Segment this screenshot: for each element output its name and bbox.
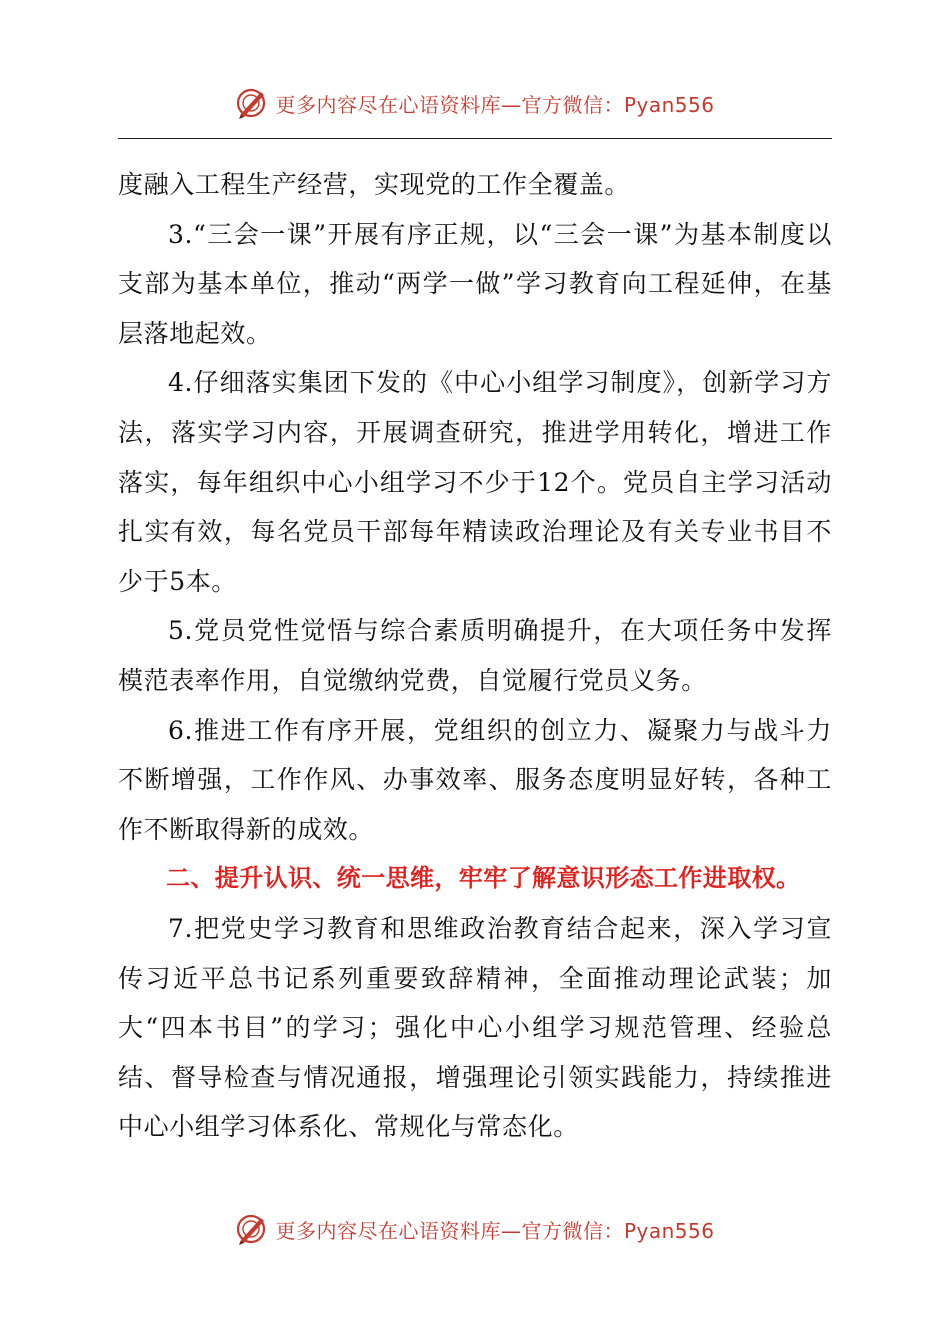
paragraph-continuation: 度融入工程生产经营，实现党的工作全覆盖。 (118, 170, 631, 199)
paragraph-4: 4.仔细落实集团下发的《中心小组学习制度》，创新学习方法，落实学习内容，开展调查研究，推进学用转化，增进工作落实，每年组织中心小组学习不少于12个。党员自主学习活动扎实有效，每名党员干部每年精读政治理论及有关专业书目不少于5本。 (118, 368, 832, 596)
pen-circle-logo-icon (235, 1212, 269, 1246)
footer-watermark (0, 1209, 950, 1249)
paragraph-3: 3.“三会一课”开展有序正规，以“三会一课”为基本制度以支部为基本单位，推动“两学一做”学习教育向工程延伸，在基层落地起效。 (118, 219, 832, 348)
header-watermark (0, 83, 950, 123)
paragraph-7: 7.把党史学习教育和思维政治教育结合起来，深入学习宣传习近平总书记系列重要致辞精神，全面推动理论武装；加大“四本书目”的学习；强化中心小组学习规范管理、经验总结、督导检查与情况通报，增强理论引领实践能力，持续推进中心小组学习体系化、常规化与常态化。 (118, 913, 832, 1142)
paragraph-6: 6.推进工作有序开展，党组织的创立力、凝聚力与战斗力不断增强，工作作风、办事效率、服务态度明显好转，各种工作不断取得新的成效。 (118, 715, 832, 844)
paragraph-5: 5.党员党性觉悟与综合素质明确提升，在大项任务中发挥模范表率作用，自觉缴纳党费，自觉履行党员义务。 (118, 616, 832, 695)
document-body (118, 160, 832, 1152)
section-heading-2: 二、提升认识、统一思维，牢牢了解意识形态工作进取权。 (166, 864, 801, 893)
footer-watermark-text: 更多内容尽在心语资料库—官方微信：Pyan556 (275, 1218, 715, 1243)
pen-circle-logo-icon (235, 86, 269, 120)
header-watermark-text: 更多内容尽在心语资料库—官方微信：Pyan556 (275, 92, 715, 117)
header-divider (118, 138, 832, 139)
